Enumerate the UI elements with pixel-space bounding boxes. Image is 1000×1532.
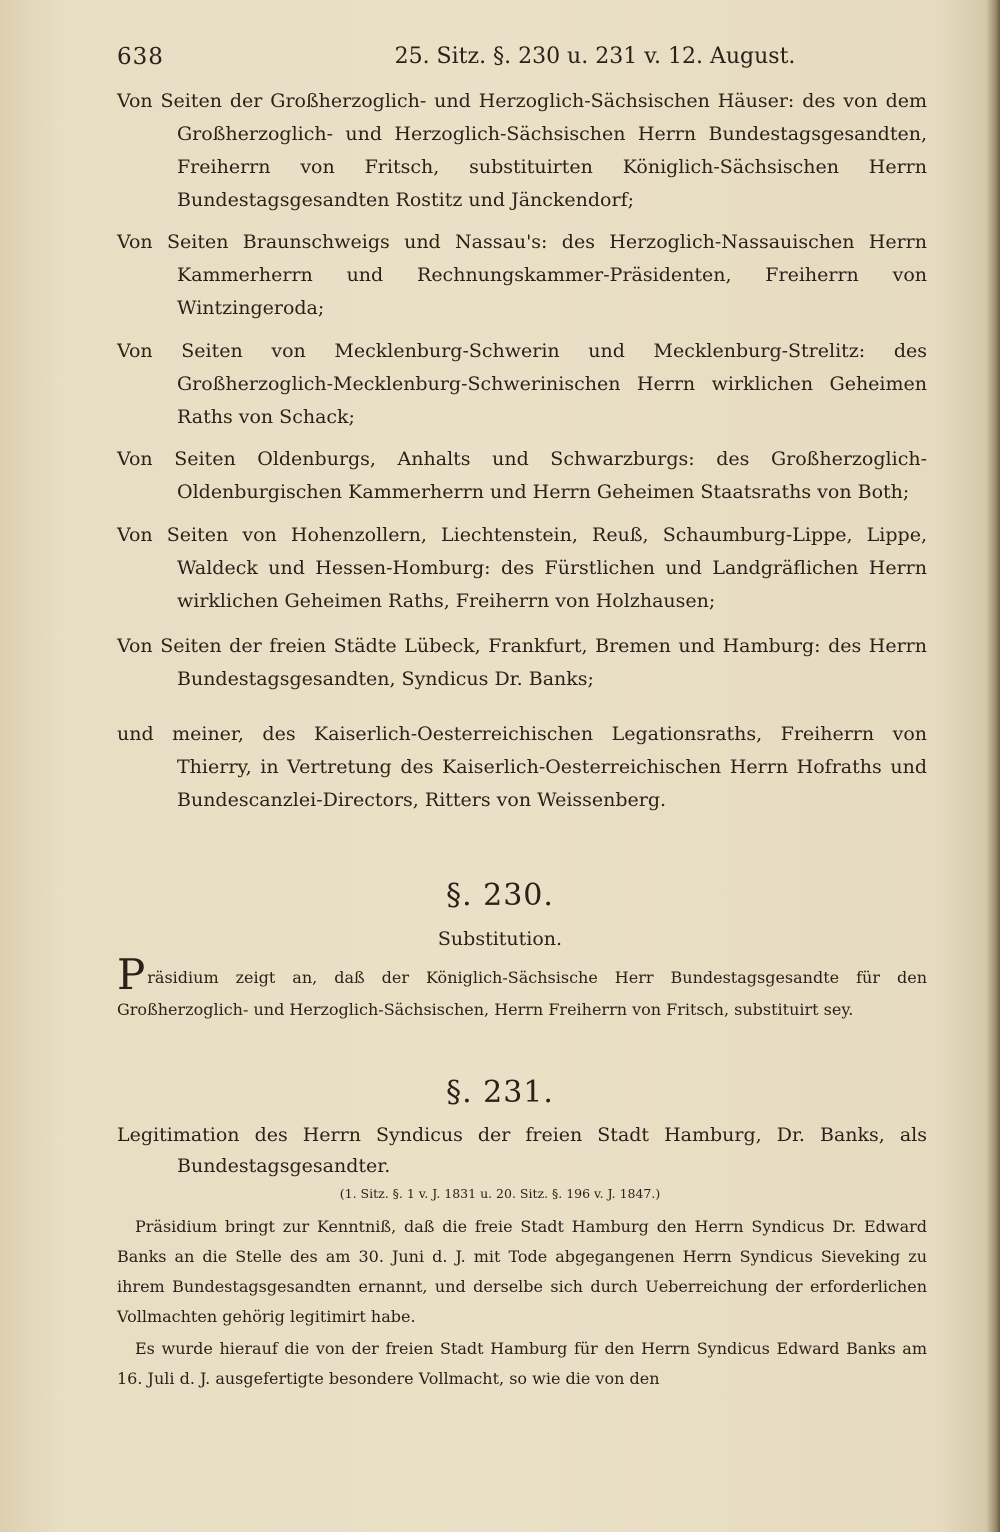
- section-subheading-230: Substitution.: [437, 928, 563, 950]
- section-230-text: räsidium zeigt an, daß der Königlich-Sächsische Herr Bundestagsgesandte für den Großherzoglich- und Herzoglich-Sächsischen, Herrn Freiherrn von Fritsch, substituirt sey.: [117, 968, 927, 1019]
- paragraph: Es wurde hierauf die von der freien Stadt Hamburg für den Herrn Syndicus Edward Banks am 16. Juli d. J. ausgefertigte besondere Vollmacht, so wie die von den: [117, 1339, 927, 1388]
- para-mecklenburg: [117, 335, 927, 434]
- page-header: [117, 44, 927, 72]
- paragraph: Von Seiten von Mecklenburg-Schwerin und Mecklenburg-Strelitz: des Großherzoglich-Mecklenburg-Schwerinischen Herrn wirklichen Geheimen Raths von Schack;: [117, 340, 927, 428]
- para-hohenzollern: [117, 519, 927, 618]
- paragraph: Von Seiten der freien Städte Lübeck, Frankfurt, Bremen und Hamburg: des Herrn Bundestagsgesandten, Syndicus Dr. Banks;: [117, 635, 927, 690]
- para-free-cities: [117, 630, 927, 696]
- paragraph: Präsidium bringt zur Kenntniß, daß die freie Stadt Hamburg den Herrn Syndicus Dr. Edward Banks an die Stelle des am 30. Juni d. J. mit Tode abgegangenen Herrn Syndicus Sieveking zu ihrem Bundestagsgesandten ernannt, und derselbe sich durch Ueberreichung der erforderlichen Vollmachten gehörig legitimirt habe.: [117, 1217, 927, 1326]
- drop-cap: P: [117, 950, 146, 999]
- section-231-title: Legitimation des Herrn Syndicus der freien Stadt Hamburg, Dr. Banks, als Bundestagsgesandter.: [117, 1124, 927, 1177]
- para-thierry: [117, 718, 927, 817]
- paragraph: Von Seiten der Großherzoglich- und Herzoglich-Sächsischen Häuser: des von dem Großherzoglich- und Herzoglich-Sächsischen Herrn Bundestagsgesandten, Freiherrn von Fritsch, substituirten Königlich-Sächsischen Herrn Bundestagsgesandten Rostitz und Jänckendorf;: [117, 90, 927, 211]
- section-heading-231: §. 231.: [446, 1075, 554, 1110]
- page-number: 638: [117, 44, 164, 70]
- section-231-title-block: [117, 1120, 927, 1182]
- para-oldenburg: [117, 443, 927, 509]
- section-heading-230: §. 230.: [446, 878, 554, 913]
- para-brunswick: [117, 226, 927, 325]
- paragraph: Von Seiten von Hohenzollern, Liechtenstein, Reuß, Schaumburg-Lippe, Lippe, Waldeck und Hessen-Homburg: des Fürstlichen und Landgräflichen Herrn wirklichen Geheimen Raths, Freiherrn von Holzhausen;: [117, 524, 927, 612]
- paragraph: und meiner, des Kaiserlich-Oesterreichischen Legationsraths, Freiherrn von Thierry, in Vertretung des Kaiserlich-Oesterreichischen Herrn Hofraths und Bundescanzlei-Directors, Ritters von Weissenberg.: [117, 723, 927, 811]
- para-saxon: [117, 85, 927, 217]
- citation: (1. Sitz. §. 1 v. J. 1831 u. 20. Sitz. §. 196 v. J. 1847.): [339, 1186, 661, 1201]
- section-230-body: [117, 950, 927, 1026]
- paragraph: Von Seiten Oldenburgs, Anhalts und Schwarzburgs: des Großherzoglich-Oldenburgischen Kammerherrn und Herrn Geheimen Staatsraths von Both;: [117, 448, 927, 503]
- section-231-body: [117, 1212, 927, 1394]
- running-title: 25. Sitz. §. 230 u. 231 v. 12. August.: [394, 44, 796, 69]
- paragraph: Von Seiten Braunschweigs und Nassau's: des Herzoglich-Nassauischen Herrn Kammerherrn und Rechnungskammer-Präsidenten, Freiherrn von Wintzingeroda;: [117, 231, 927, 319]
- page-edge-shadow: [986, 0, 1000, 1532]
